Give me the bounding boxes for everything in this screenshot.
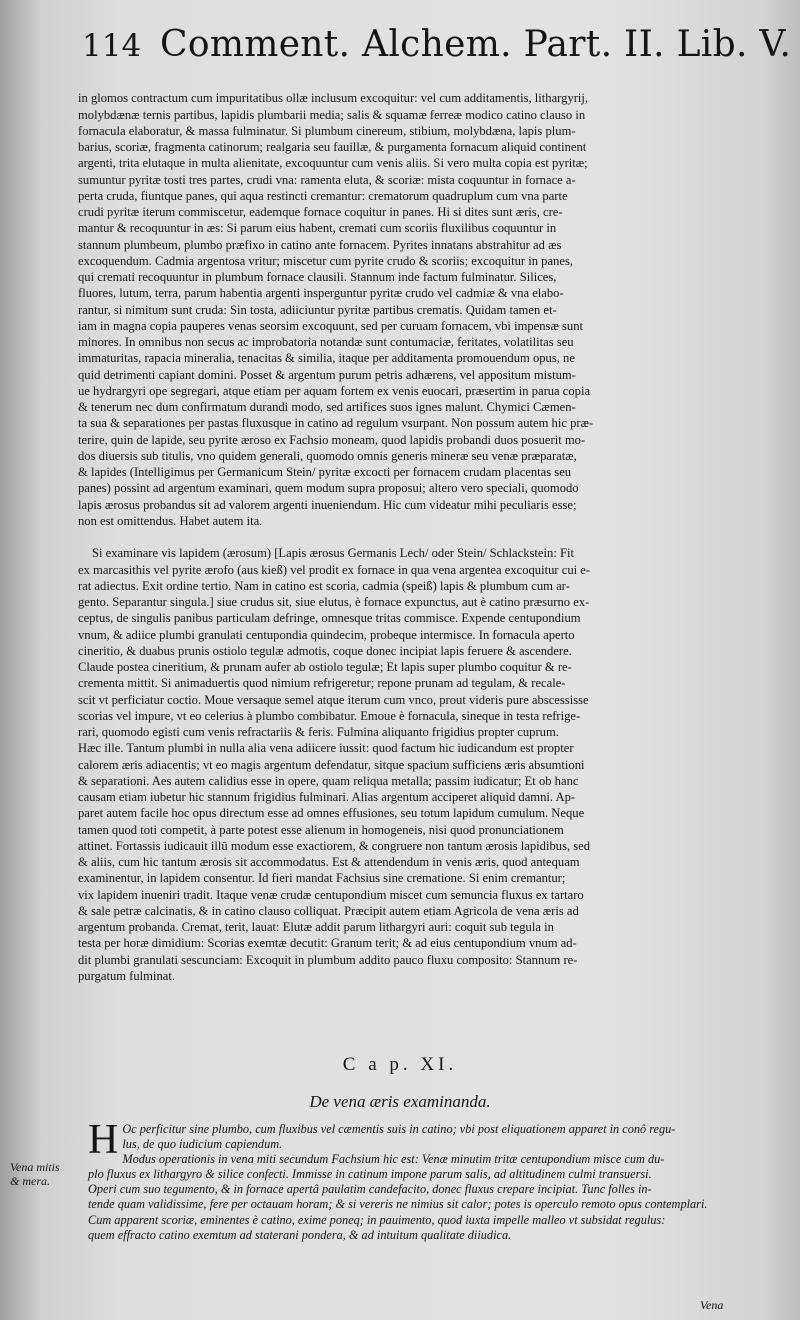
chapter-subtitle: De vena æris examinanda. [309,1092,491,1111]
chapter-text: Oc perficitur sine plumbo, cum fluxibus vel cæmentis suis in catino; vbi post eliquationem apparet in conô regu- lus, de quo iudicium capiendum. Modus operationis in vena miti secundum Fachsium hic est: Venæ minutim tritæ centupondium misce cum du- plo fluxus ex lithargyro & silice confecti. Immisse in catinum impone parum salis, ad altitudinem culmi transuersi. Operi cum suo tegumento, & in fornace apertâ paulatim candefacito, donec fluxus crepare incipiat. Tunc folles in- tende quam validissime, fere per octauam horam; & si vereris ne nimius sit calor; potes is operculo remoto opus contemplari. Cum apparent scoriæ, eminentes è catino, exime poneq; in pauimento, quod iuxta impelle malleo vt subsidat regulus: quem effracto catino exemtum ad staterani pondera, & ad intuitum qualitate diiudica. [88,1122,708,1242]
paragraph: Si examinare vis lapidem (ærosum) [Lapis ærosus Germanis Lech/ oder Stein/ Schlackstein: Fit ex marcasithis vel pyrite ærofo (aus kieß) vel prodit ex fornace in qua vena argentea excoquitur cui e- rat adiectus. Exit ordine tertio. Nam in catino est scoria, cadmia (speiß) lapis & plumbum cum ar- gento. Separantur singula.] siue crudus sit, siue elutus, è fornace expunctus, aut è catino præsurno ex- ceptus, de singulis panibus particulam defringe, omnesque tritas commisce. Expende centupondium vnum, & adiice plumbi granulati centupondia quindecim, probeque intermisce. In fornacula aperto cineritio, & duabus prunis ostiolo tegulæ admotis, coque donec incipiat lapis feruere & ascendere. Claude postea cineritium, & prunam aufer ab ostiolo tegulæ; Et lapis super plumbo coquitur & re- crementa mittit. Si animaduertis quod nimium refrigeretur; repone prunam ad tegulam, & recale- scit vt perficiatur coctio. Moue versaque semel atque iterum cum vnco, prout videris pure abscessisse scorias vel impure, vt eo celerius à plumbo combibatur. Emoue è fornacula, sineque in testa refrige- rari, quomodo egisti cum venis refractariis & feris. Fulmina aliquanto frigidius propter cuprum. Hæc ille. Tantum plumbi in nulla alia vena adiicere iussit: quod factum hic iudicandum est propter calorem æris adiacentis; vt eo magis argentum defendatur, sitque spacium sufficiens æris absumtioni & separationi. Aes autem calidius esse in opere, quam reliqua metalla; passim iudicatur; Et ob hanc causam etiam iubetur hic stannum frigidius fulminari. Alias argentum acciperet aliquid damni. Ap- paret autem facile hoc opus directum esse ad omnes effusiones, seu totum lapidum cumulum. Neque tamen quod toti competit, à parte potest esse alienum in homogeneis, nisi quod pronunciationem attinet. Fortassis iudicauit illū modum esse exactiorem, & congruere non tantum ærosis lapidibus, sed & aliis, cum hic tantum ærosis sit accommodatus. Est & attendendum in venis æris, quod antequam examinentur, in lapidem consentur. Id fieri mandat Fachsius sine crematione. Si enim cremantur; vix lapidem inueniri tradit. Itaque venæ crudæ centupondium miscet cum semuncia fluxus ex tartaro & sale petræ calcinatis, & in catino clauso colliquat. Præcipit autem etiam Agricola de vena æris ad argentum probanda. Cremat, terit, lauat: Elutæ addit parum lithargyri auri: coquit sub tegula in testa per horæ dimidium: Scorias exemtæ decutit: Granum terit; & ad eius centupondium vnum ad- dit plumbi granulati sescunciam: Excoquit in plumbum addito pauco fluxu composito: Stannum re- purgatum fulminat. [78,546,591,983]
page-header [82,16,792,68]
running-head: Comment. Alchem. Part. II. Lib. V. [160,24,792,65]
paragraph: in glomos contractum cum impuritatibus ollæ inclusum excoquitur: vel cum additamentis, lithargyrij, molybdænæ ternis partibus, lapidis plumbarii media; salis & squamæ ferreæ modico catino clauso in fornacula elaboratur, & massa fulminatur. Si plumbum cinereum, stibium, molybdæna, lapis plum- barius, scoriæ, fragmenta catinorum; realgaria seu fauillæ, & purgamenta fornacum aliquid continent argenti, trita elutaque in multa alienitate, excoquuntur cum venis aliis. Si vero multa copia est pyritæ; sumuntur pyritæ tosti tres partes, crudi vna: ramenta eluta, & scoriæ: mista coquuntur in fornace a- perta cruda, fiuntque panes, qui aqua restincti cremantur: crematorum quadruplum cum vna parte crudi pyritæ iterum commiscetur, eademque fornace coquitur in panes. Hi si dites sunt æris, cre- mantur & recoquuntur in æs: Si parum eius habent, cremati cum scoriis fluxilibus coquuntur in stannum plumbeum, plumbo præfixo in catino ante fornacem. Pyrites innatans abstrahitur ad æs excoquendum. Cadmia argentosa vritur; miscetur cum pyrite crudo & scoriis; excoquitur in panes, qui cremati recoquuntur in plumbum fornace clausili. Stannum inde factum fulminatur. Silices, fluores, lutum, terra, parum habentia argenti insperguntur pyritæ crudo vel cadmiæ & vna elabo- rantur, si nimitum sunt cruda: Sin tosta, adiiciuntur pyritæ partibus crematis. Quidam tamen et- iam in magna copia pauperes venas seorsim excoquunt, sed per curuam fornacem, vbi impensæ sunt minores. In omnibus non secus ac improbatoria notandæ sunt contumaciæ, feritates, volatilitas seu immaturitas, rapacia mineralia, tenacitas & similia, itaque per additamenta promouendum opus, ne quid detrimenti capiant domini. Posset & argentum purum petris adhærens, vel appositum mistum- ue hydrargyri ope segregari, atque etiam per aquam fortem ex venis euocari, præsertim in parua copia & tenerum nec dum confirmatum durandi modo, sed artifices suos ignes malunt. Chymici Cæmen- ta sua & separationes per pastas fluxusque in catino ad regulum vsurpant. Non possum autem hic præ- terire, quin de lapide, seu pyrite æroso ex Fachsio moneam, quod lapidis probandi duos posuerit mo- dos diuersis sub titulis, vno quidem generali, quomodo omnis generis mineræ seu venæ præparatæ, & lapides (Intelligimus per Germanicum Stein/ pyritæ excocti per fornacem crudam placentas seu panes) possint ad argentum examinari, quem modum supra proposui; altero vero speciali, quomodo lapis ærosus probandus sit ad valorem argenti inueniendum. Hic cum videatur mihi peculiaris esse; non est omittendus. Habet autem ita. [78,91,594,528]
drop-cap: H [88,1117,119,1163]
page-number: 114 [82,28,142,64]
chapter-body [88,1117,768,1243]
chapter-heading: C a p. XI. [342,1054,458,1075]
catchword: Vena [700,1298,724,1312]
main-text-block [78,74,768,1000]
marginal-note: Vena mitis & mera. [10,1160,60,1188]
